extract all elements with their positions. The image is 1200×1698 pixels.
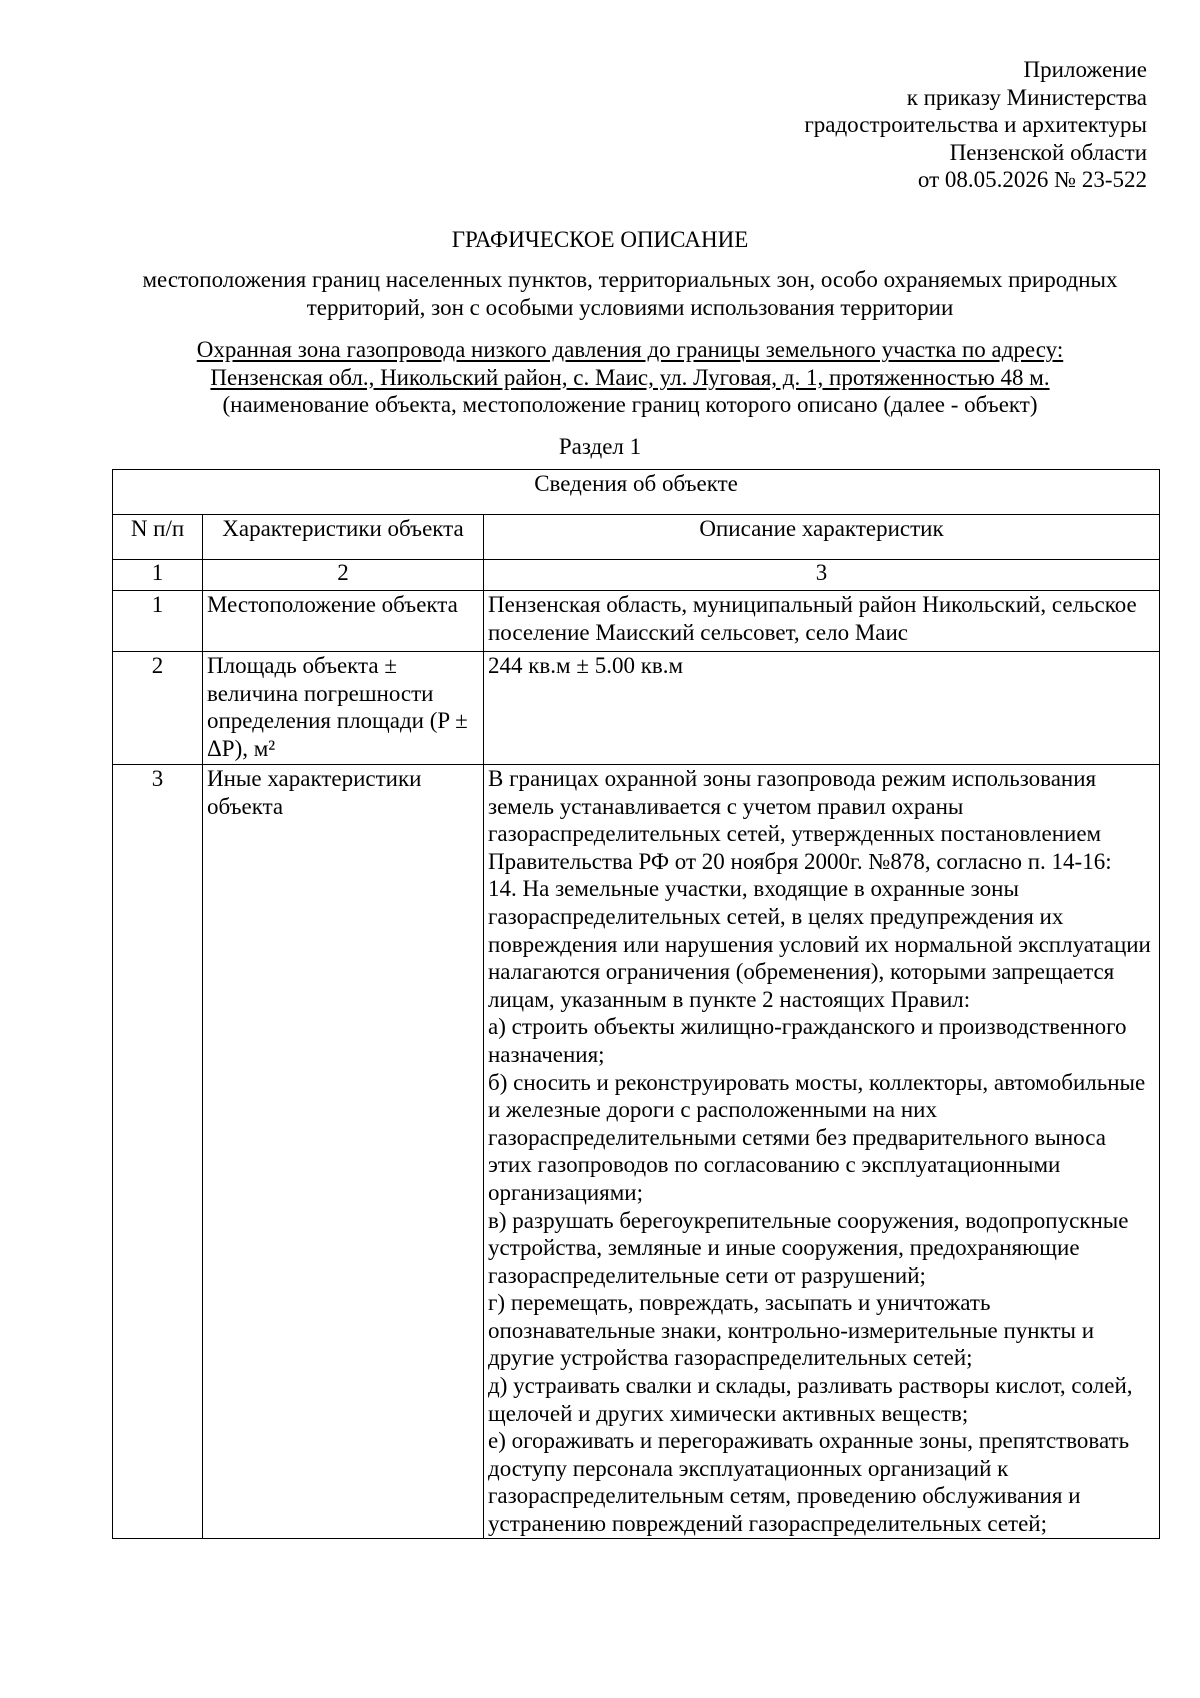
- appendix-line: Приложение: [1023, 57, 1147, 82]
- description-paragraph: В границах охранной зоны газопровода режим использования земель устанавливается с учетом правил охраны газораспределительных сетей, утвержденных постановлением Правительства РФ от 20 ноября 2000г. №878, согласно п. 14-16:: [488, 766, 1112, 874]
- description-paragraph: г) перемещать, повреждать, засыпать и уничтожать опознавательные знаки, контрольно-измерительные пункты и другие устройства газораспределительных сетей;: [488, 1290, 1095, 1371]
- table-header-row: [113, 515, 1160, 560]
- row-number: 2: [113, 652, 203, 765]
- row-number: 3: [113, 765, 203, 1539]
- row-number: 1: [113, 591, 203, 652]
- row-characteristic: Местоположение объекта: [203, 591, 484, 652]
- object-info-table: [112, 469, 1160, 1539]
- row-description: [484, 591, 1160, 652]
- object-name-line: Охранная зона газопровода низкого давления до границы земельного участка по адресу:: [196, 337, 1064, 362]
- document-subtitle: местоположения границ населенных пунктов, территориальных зон, особо охраняемых природных территорий, зон с особыми условиями использования территории: [142, 267, 1118, 320]
- row-characteristic: Площадь объекта ± величина погрешности определения площади (P ± ΔP), м²: [203, 652, 484, 765]
- description-paragraph: 14. На земельные участки, входящие в охранные зоны газораспределительных сетей, в целях предупреждения их повреждения или нарушения условий их нормальной эксплуатации налагаются ограничения (обременения), которыми запрещается лицам, указанным в пункте 2 настоящих Правил:: [488, 876, 1151, 1012]
- description-paragraph: а) строить объекты жилищно-гражданского и производственного назначения;: [488, 1014, 1127, 1067]
- section-heading: Раздел 1: [558, 434, 642, 459]
- column-header: Характеристики объекта: [203, 515, 484, 560]
- description-paragraph: е) огораживать и перегораживать охранные зоны, препятствовать доступу персонала эксплуатационных организаций к газораспределительным сетям, проведению обслуживания и устранению повреждений газораспределительных сетей;: [488, 1428, 1130, 1537]
- description-paragraph: в) разрушать берегоукрепительные сооружения, водопропускные устройства, земляные и иные сооружения, предохраняющие газораспределительные сети от разрушений;: [488, 1207, 1129, 1288]
- object-name-line: Пензенская обл., Никольский район, с. Маис, ул. Луговая, д. 1, протяженностью 48 м.: [210, 364, 1050, 390]
- table-row: [113, 765, 1160, 1539]
- column-header: N п/п: [113, 515, 203, 560]
- document-title: ГРАФИЧЕСКОЕ ОПИСАНИЕ: [451, 227, 749, 252]
- column-number: 2: [203, 560, 484, 591]
- table-row: [113, 591, 1160, 652]
- row-description: [484, 765, 1160, 1539]
- table-title-row: [113, 470, 1160, 515]
- appendix-line: от 08.05.2026 № 23-522: [917, 167, 1147, 192]
- row-description: [484, 652, 1160, 765]
- description-paragraph: д) устраивать свалки и склады, разливать растворы кислот, солей, щелочей и других химически активных веществ;: [488, 1373, 1133, 1426]
- object-name: [100, 336, 1160, 391]
- column-header: Описание характеристик: [484, 515, 1160, 560]
- column-number-row: [113, 560, 1160, 591]
- appendix-line: к приказу Министерства: [906, 84, 1147, 110]
- appendix-block: [804, 56, 1147, 194]
- row-characteristic: Иные характеристики объекта: [203, 765, 484, 1539]
- description-paragraph: Пензенская область, муниципальный район Никольский, сельское поселение Маисский сельсовет, село Маис: [488, 592, 1137, 645]
- appendix-line: градостроительства и архитектуры: [804, 112, 1147, 137]
- description-paragraph: б) сносить и реконструировать мосты, коллекторы, автомобильные и железные дороги с расположенными на них газораспределительными сетями без предварительного выноса этих газопроводов по согласованию с эксплуатационными организациями;: [488, 1069, 1146, 1205]
- column-number: 1: [113, 560, 203, 591]
- appendix-line: Пензенской области: [949, 139, 1147, 165]
- column-number: 3: [484, 560, 1160, 591]
- table-title: Сведения об объекте: [113, 470, 1160, 515]
- table-row: [113, 652, 1160, 765]
- description-paragraph: 244 кв.м ± 5.00 кв.м: [488, 653, 684, 678]
- object-caption: (наименование объекта, местоположение границ которого описано (далее - объект): [222, 392, 1038, 417]
